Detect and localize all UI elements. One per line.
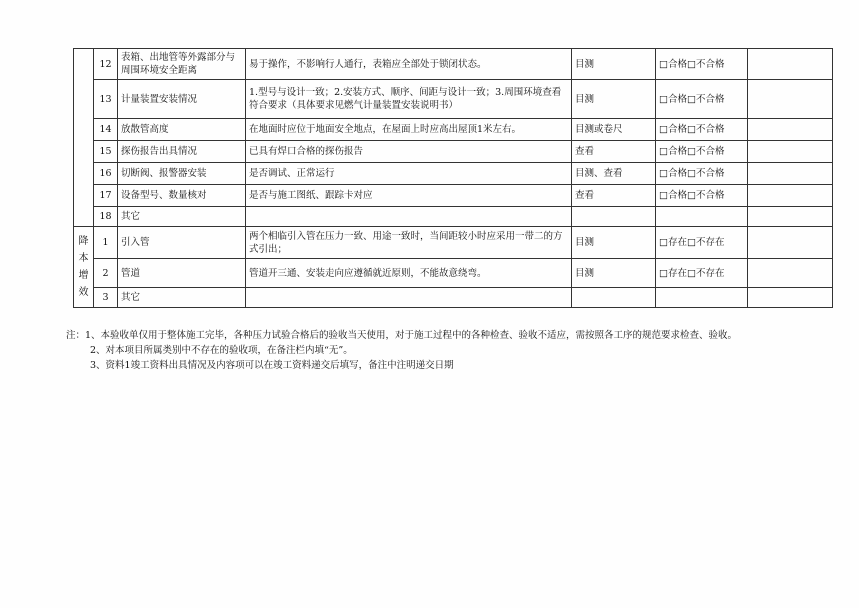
item-requirement: 管道开三通、安装走向应遵循就近原则，不能故意绕弯。 (246, 259, 572, 288)
check-method: 目测或卷尺 (572, 119, 656, 141)
item-name: 切断阀、报警器安装 (118, 163, 246, 185)
table-row (74, 119, 833, 141)
item-name: 探伤报告出具情况 (118, 141, 246, 163)
item-requirement: 是否与施工图纸、跟踪卡对应 (246, 185, 572, 207)
check-result: □合格□不合格 (656, 119, 748, 141)
table-row (74, 141, 833, 163)
item-requirement: 易于操作，不影响行人通行，表箱应全部处于锁闭状态。 (246, 49, 572, 80)
check-method: 查看 (572, 185, 656, 207)
table-row (74, 185, 833, 207)
table-row (74, 49, 833, 80)
item-number: 3 (94, 288, 118, 308)
remark-cell (748, 141, 833, 163)
item-requirement (246, 207, 572, 227)
check-method: 目测 (572, 227, 656, 259)
item-number: 16 (94, 163, 118, 185)
table-row (74, 207, 833, 227)
item-number: 18 (94, 207, 118, 227)
item-number: 13 (94, 80, 118, 119)
item-number: 17 (94, 185, 118, 207)
notes-section (66, 328, 846, 373)
item-name: 设备型号、数量核对 (118, 185, 246, 207)
remark-cell (748, 259, 833, 288)
table-row (74, 259, 833, 288)
group-label-char: 效 (78, 287, 89, 298)
item-requirement: 两个相临引入管在压力一致、用途一致时，当间距较小时应采用一带二的方式引出； (246, 227, 572, 259)
group-label-char: 增 (78, 270, 89, 281)
remark-cell (748, 288, 833, 308)
check-method (572, 207, 656, 227)
check-result: □存在□不存在 (656, 259, 748, 288)
remark-cell (748, 119, 833, 141)
note-line: 注：1、本验收单仅用于整体施工完毕，各种压力试验合格后的验收当天使用，对于施工过程中的各种检查、验收不适应，需按照各工序的规范要求检查、验收。 (66, 330, 738, 341)
item-requirement (246, 288, 572, 308)
remark-cell (748, 163, 833, 185)
group-label-char: 降 (78, 236, 89, 247)
note-line: 3、资料1竣工资料出具情况及内容项可以在竣工资料递交后填写，备注中注明递交日期 (90, 360, 454, 371)
item-name: 其它 (118, 207, 246, 227)
table-row (74, 227, 833, 259)
item-name: 放散管高度 (118, 119, 246, 141)
item-requirement: 1.型号与设计一致；2.安装方式、顺序、间距与设计一致；3.周围环境查看符合要求（具体要求见燃气计量装置安装说明书） (246, 80, 572, 119)
item-name: 其它 (118, 288, 246, 308)
check-result: □合格□不合格 (656, 163, 748, 185)
item-requirement: 是否调试、正常运行 (246, 163, 572, 185)
table-row (74, 163, 833, 185)
item-requirement: 已具有焊口合格的探伤报告 (246, 141, 572, 163)
check-method: 目测 (572, 49, 656, 80)
check-method: 目测 (572, 259, 656, 288)
inspection-table (73, 48, 833, 308)
note-line: 2、对本项目所属类别中不存在的验收项，在备注栏内填“无”。 (90, 345, 353, 356)
remark-cell (748, 207, 833, 227)
item-number: 15 (94, 141, 118, 163)
item-name: 引入管 (118, 227, 246, 259)
item-number: 14 (94, 119, 118, 141)
item-number: 1 (94, 227, 118, 259)
check-result (656, 207, 748, 227)
item-requirement: 在地面时应位于地面安全地点，在屋面上时应高出屋顶1米左右。 (246, 119, 572, 141)
remark-cell (748, 80, 833, 119)
table-row (74, 288, 833, 308)
check-method: 查看 (572, 141, 656, 163)
check-result (656, 288, 748, 308)
check-method: 目测 (572, 80, 656, 119)
item-name: 计量装置安装情况 (118, 80, 246, 119)
check-result: □合格□不合格 (656, 49, 748, 80)
remark-cell (748, 49, 833, 80)
check-method: 目测、查看 (572, 163, 656, 185)
item-name: 管道 (118, 259, 246, 288)
group-label-char: 本 (78, 253, 89, 264)
check-result: □存在□不存在 (656, 227, 748, 259)
check-result: □合格□不合格 (656, 80, 748, 119)
remark-cell (748, 227, 833, 259)
item-number: 2 (94, 259, 118, 288)
item-number: 12 (94, 49, 118, 80)
group-cell (74, 49, 94, 227)
remark-cell (748, 185, 833, 207)
table-row (74, 80, 833, 119)
check-result: □合格□不合格 (656, 185, 748, 207)
group-label-cost-reduction (74, 227, 94, 308)
item-name: 表箱、出地管等外露部分与周围环境安全距离 (118, 49, 246, 80)
check-result: □合格□不合格 (656, 141, 748, 163)
check-method (572, 288, 656, 308)
